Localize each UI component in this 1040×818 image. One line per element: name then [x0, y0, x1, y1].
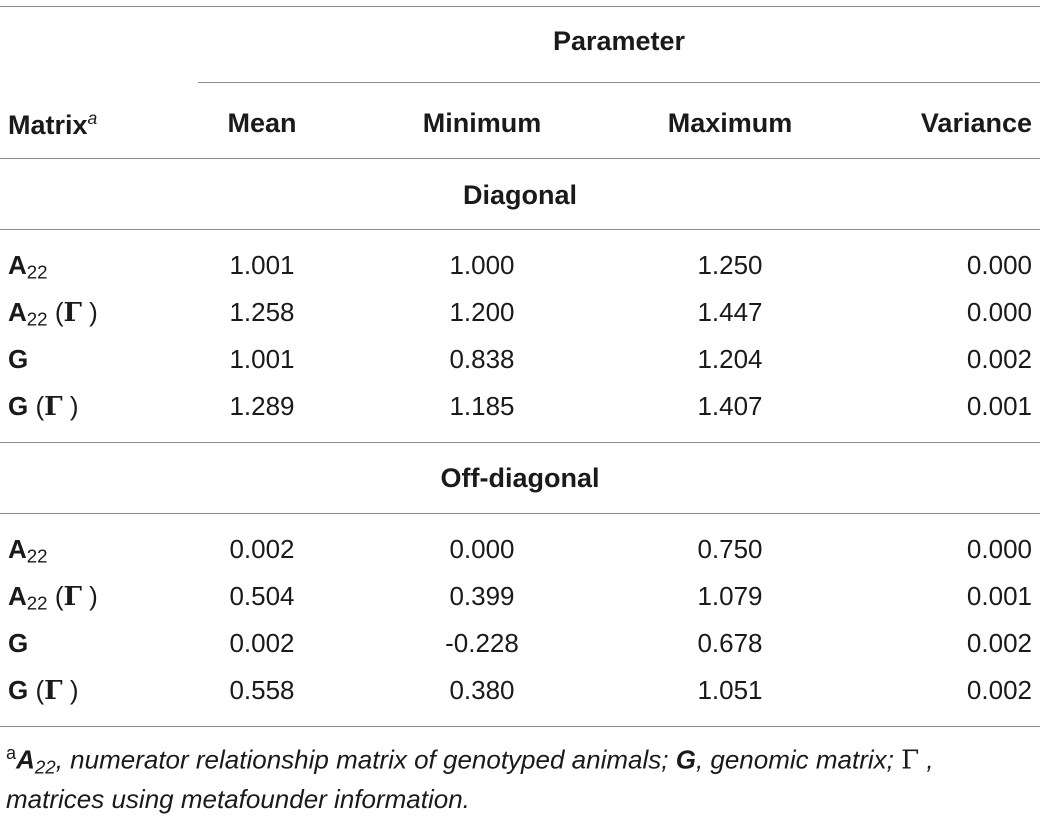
cell-maximum: 1.250 — [697, 250, 763, 280]
row-label — [8, 534, 48, 565]
row-label — [8, 391, 78, 422]
cell-variance: 0.000 — [966, 297, 1032, 327]
matrix-header-label: Matrix — [8, 110, 88, 140]
col-header-variance: Variance — [920, 108, 1032, 138]
parameter-header: Parameter — [552, 26, 686, 56]
section-title-diagonal: Diagonal — [462, 180, 577, 210]
cell-mean: 1.001 — [229, 250, 295, 280]
cell-maximum: 1.051 — [697, 675, 763, 705]
cell-variance: 0.001 — [966, 391, 1032, 421]
row-label — [8, 581, 98, 612]
matrix-subscript: 22 — [26, 261, 48, 283]
footnote-g-text: , genomic matrix; — [695, 744, 902, 775]
paren-open: ( — [47, 297, 64, 327]
cell-minimum: 0.380 — [449, 675, 515, 705]
col-header-maximum: Maximum — [667, 108, 793, 138]
cell-mean: 1.001 — [229, 344, 295, 374]
matrix-symbol: G — [8, 344, 29, 374]
footnote-gamma-text: , matrices using metafounder information. — [6, 744, 934, 814]
cell-variance: 0.002 — [966, 344, 1032, 374]
col-header-minimum: Minimum — [422, 108, 542, 138]
parameter-underline — [198, 82, 1040, 83]
matrix-symbol: A — [8, 297, 27, 327]
cell-maximum: 0.678 — [697, 628, 763, 658]
paren-open: ( — [47, 581, 64, 611]
paren-close: ) — [62, 675, 79, 705]
footnote-g-symbol: G — [675, 744, 696, 775]
cell-minimum: 0.000 — [449, 534, 515, 564]
paren-open: ( — [28, 675, 45, 705]
cell-mean: 0.504 — [229, 581, 295, 611]
cell-variance: 0.002 — [966, 628, 1032, 658]
gamma-symbol: Γ — [63, 582, 82, 612]
cell-maximum: 1.079 — [697, 581, 763, 611]
cell-maximum: 0.750 — [697, 534, 763, 564]
diagonal-rule — [0, 229, 1040, 230]
row-label — [8, 344, 28, 375]
row-label — [8, 297, 98, 328]
paren-close: ) — [81, 581, 98, 611]
cell-mean: 1.258 — [229, 297, 295, 327]
row-label — [8, 628, 28, 659]
cell-mean: 0.558 — [229, 675, 295, 705]
row-label — [8, 675, 78, 706]
footnote-a-text: , numerator relationship matrix of genotyped animals; — [55, 744, 676, 775]
cell-maximum: 1.447 — [697, 297, 763, 327]
cell-mean: 1.289 — [229, 391, 295, 421]
gamma-symbol: Γ — [63, 298, 82, 328]
offdiag-rule — [0, 513, 1040, 514]
col-header-mean: Mean — [227, 108, 297, 138]
matrix-symbol: A — [8, 250, 27, 280]
section-title-offdiagonal: Off-diagonal — [440, 463, 600, 493]
footnote-gamma-symbol: Γ — [901, 745, 920, 776]
top-rule — [0, 6, 1040, 7]
cell-minimum: 1.185 — [449, 391, 515, 421]
matrix-symbol: A — [8, 534, 27, 564]
footnote-a-symbol: A — [16, 744, 35, 775]
cell-variance: 0.000 — [966, 534, 1032, 564]
cell-minimum: 1.000 — [449, 250, 515, 280]
cell-maximum: 1.407 — [697, 391, 763, 421]
matrix-symbol: A — [8, 581, 27, 611]
gamma-symbol: Γ — [44, 676, 63, 706]
footnote-marker: a — [6, 743, 17, 763]
matrix-header-sup: a — [87, 108, 98, 128]
cell-maximum: 1.204 — [697, 344, 763, 374]
offdiag-top-rule — [0, 442, 1040, 443]
cell-minimum: -0.228 — [445, 628, 519, 658]
matrix-header — [8, 108, 97, 141]
cell-minimum: 1.200 — [449, 297, 515, 327]
footnote — [6, 734, 1036, 818]
matrix-symbol: G — [8, 628, 29, 658]
cell-mean: 0.002 — [229, 628, 295, 658]
table-bottom-rule — [0, 726, 1040, 727]
cell-variance: 0.001 — [966, 581, 1032, 611]
cell-variance: 0.000 — [966, 250, 1032, 280]
matrix-subscript: 22 — [26, 308, 48, 330]
cell-minimum: 0.838 — [449, 344, 515, 374]
cell-mean: 0.002 — [229, 534, 295, 564]
paren-close: ) — [81, 297, 98, 327]
paren-close: ) — [62, 391, 79, 421]
gamma-symbol: Γ — [44, 392, 63, 422]
matrix-subscript: 22 — [26, 545, 48, 567]
matrix-symbol: G — [8, 675, 29, 705]
cell-minimum: 0.399 — [449, 581, 515, 611]
row-label — [8, 250, 48, 281]
matrix-symbol: G — [8, 391, 29, 421]
footnote-a-sub: 22 — [34, 756, 56, 778]
cell-variance: 0.002 — [966, 675, 1032, 705]
paren-open: ( — [28, 391, 45, 421]
header-bottom-rule — [0, 158, 1040, 159]
matrix-subscript: 22 — [26, 592, 48, 614]
